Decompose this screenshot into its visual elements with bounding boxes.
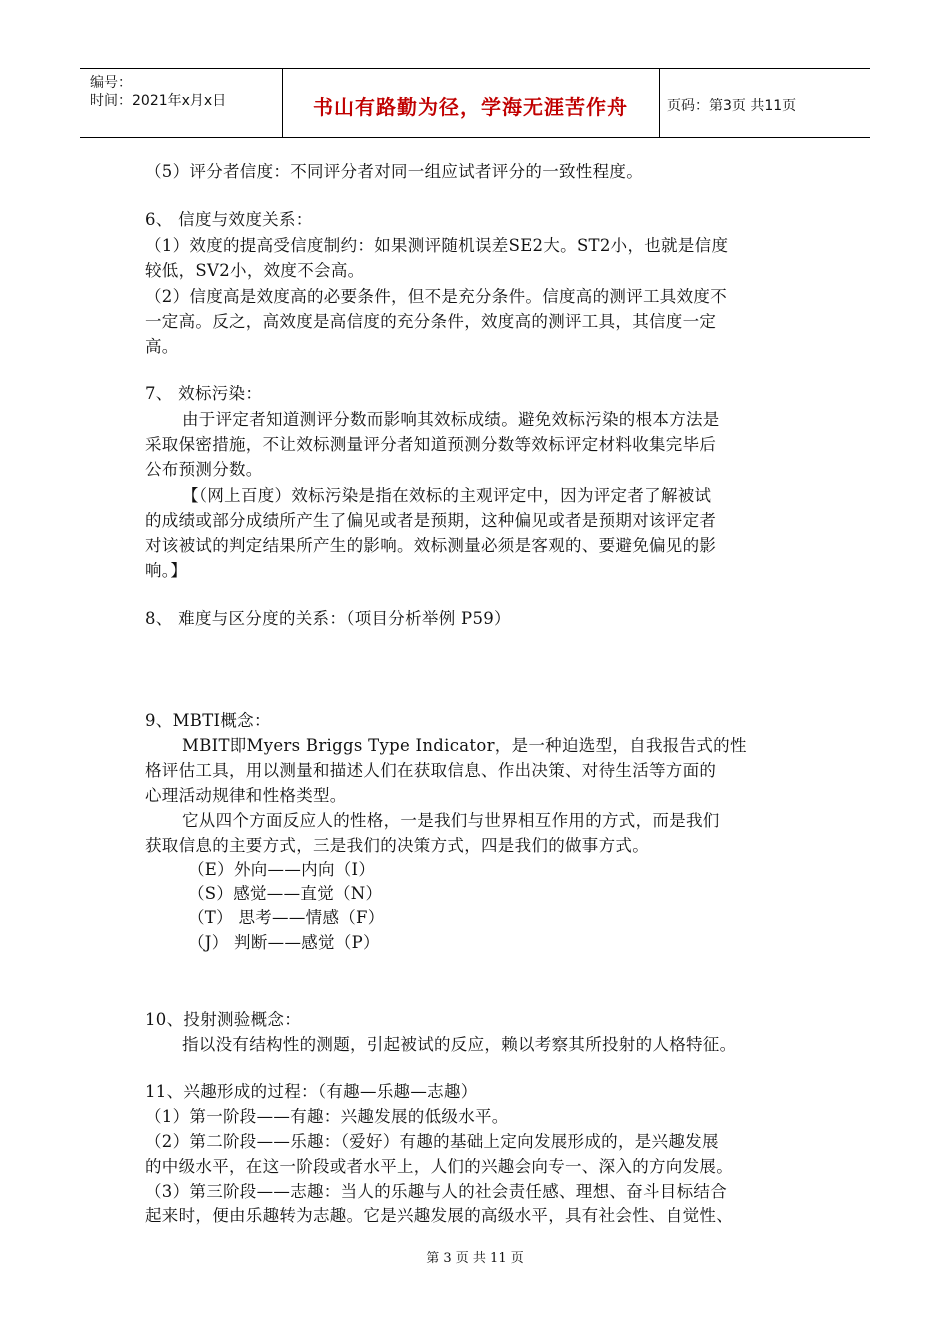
body-line: 格评估工具，用以测量和描述人们在获取信息、作出决策、对待生活等方面的 bbox=[145, 761, 717, 780]
body-line: 心理活动规律和性格类型。 bbox=[145, 786, 347, 805]
doc-time-label: 时间：2021年x月x日 bbox=[90, 93, 227, 109]
list-item: （E）外向——内向（I） bbox=[188, 860, 376, 879]
list-item: （J） 判断——感觉（P） bbox=[188, 933, 380, 952]
body-line: （1）第一阶段——有趣：兴趣发展的低级水平。 bbox=[145, 1107, 509, 1126]
body-line: 获取信息的主要方式，三是我们的决策方式，四是我们的做事方式。 bbox=[145, 836, 649, 855]
header-motto-cell bbox=[282, 69, 660, 137]
section-heading: 7、 效标污染： bbox=[145, 384, 263, 403]
body-line: 响。】 bbox=[145, 561, 188, 580]
header-motto: 书山有路勤为径，学海无涯苦作舟 bbox=[313, 95, 628, 119]
header-meta-cell bbox=[80, 69, 283, 137]
body-line: （3）第三阶段——志趣：当人的乐趣与人的社会责任感、理想、奋斗目标结合 bbox=[145, 1182, 727, 1201]
body-line: 高。 bbox=[145, 337, 179, 356]
body-line: 的成绩或部分成绩所产生了偏见或者是预期，这种偏见或者是预期对该评定者 bbox=[145, 511, 717, 530]
header-page-cell bbox=[659, 69, 870, 137]
body-line: MBIT即Myers Briggs Type Indicator，是一种迫选型，自我报告式的性 bbox=[182, 736, 747, 755]
body-line: 较低，SV2小，效度不会高。 bbox=[145, 261, 365, 280]
section-heading: 9、MBTI概念： bbox=[145, 711, 271, 730]
body-line: 指以没有结构性的测题，引起被试的反应，赖以考察其所投射的人格特征。 bbox=[182, 1035, 737, 1054]
body-line: （1）效度的提高受信度制约：如果测评随机误差SE2大。ST2小，也就是信度 bbox=[145, 236, 729, 255]
body-line: 【（网上百度）效标污染是指在效标的主观评定中，因为评定者了解被试 bbox=[182, 486, 712, 505]
body-line: 公布预测分数。 bbox=[145, 460, 263, 479]
header-page-code: 页码：第3页 共11页 bbox=[667, 98, 797, 114]
body-line: 由于评定者知道测评分数而影响其效标成绩。避免效标污染的根本方法是 bbox=[182, 410, 720, 429]
section-heading: 11、兴趣形成的过程：（有趣—乐趣—志趣） bbox=[145, 1082, 478, 1101]
page-header bbox=[80, 68, 870, 138]
section-heading: 6、 信度与效度关系： bbox=[145, 210, 313, 229]
body-line: （5）评分者信度：不同评分者对同一组应试者评分的一致性程度。 bbox=[145, 162, 643, 181]
body-line: 采取保密措施，不让效标测量评分者知道预测分数等效标评定材料收集完毕后 bbox=[145, 435, 717, 454]
section-heading: 8、 难度与区分度的关系：（项目分析举例 P59） bbox=[145, 609, 511, 628]
page-footer: 第 3 页 共 11 页 bbox=[426, 1251, 524, 1266]
section-heading: 10、投射测验概念： bbox=[145, 1010, 301, 1029]
doc-number-label: 编号： bbox=[90, 75, 132, 91]
body-line: 它从四个方面反应人的性格，一是我们与世界相互作用的方式，而是我们 bbox=[182, 811, 720, 830]
body-line: 一定高。反之，高效度是高信度的充分条件，效度高的测评工具，其信度一定 bbox=[145, 312, 717, 331]
body-line: 的中级水平，在这一阶段或者水平上，人们的兴趣会向专一、深入的方向发展。 bbox=[145, 1157, 733, 1176]
list-item: （S）感觉——直觉（N） bbox=[188, 884, 383, 903]
body-line: （2）信度高是效度高的必要条件，但不是充分条件。信度高的测评工具效度不 bbox=[145, 287, 727, 306]
body-line: 对该被试的判定结果所产生的影响。效标测量必须是客观的、要避免偏见的影 bbox=[145, 536, 717, 555]
body-line: （2）第二阶段——乐趣：（爱好）有趣的基础上定向发展形成的，是兴趣发展 bbox=[145, 1132, 719, 1151]
list-item: （T） 思考——情感（F） bbox=[188, 908, 385, 927]
body-line: 起来时，便由乐趣转为志趣。它是兴趣发展的高级水平，具有社会性、自觉性、 bbox=[145, 1206, 733, 1225]
